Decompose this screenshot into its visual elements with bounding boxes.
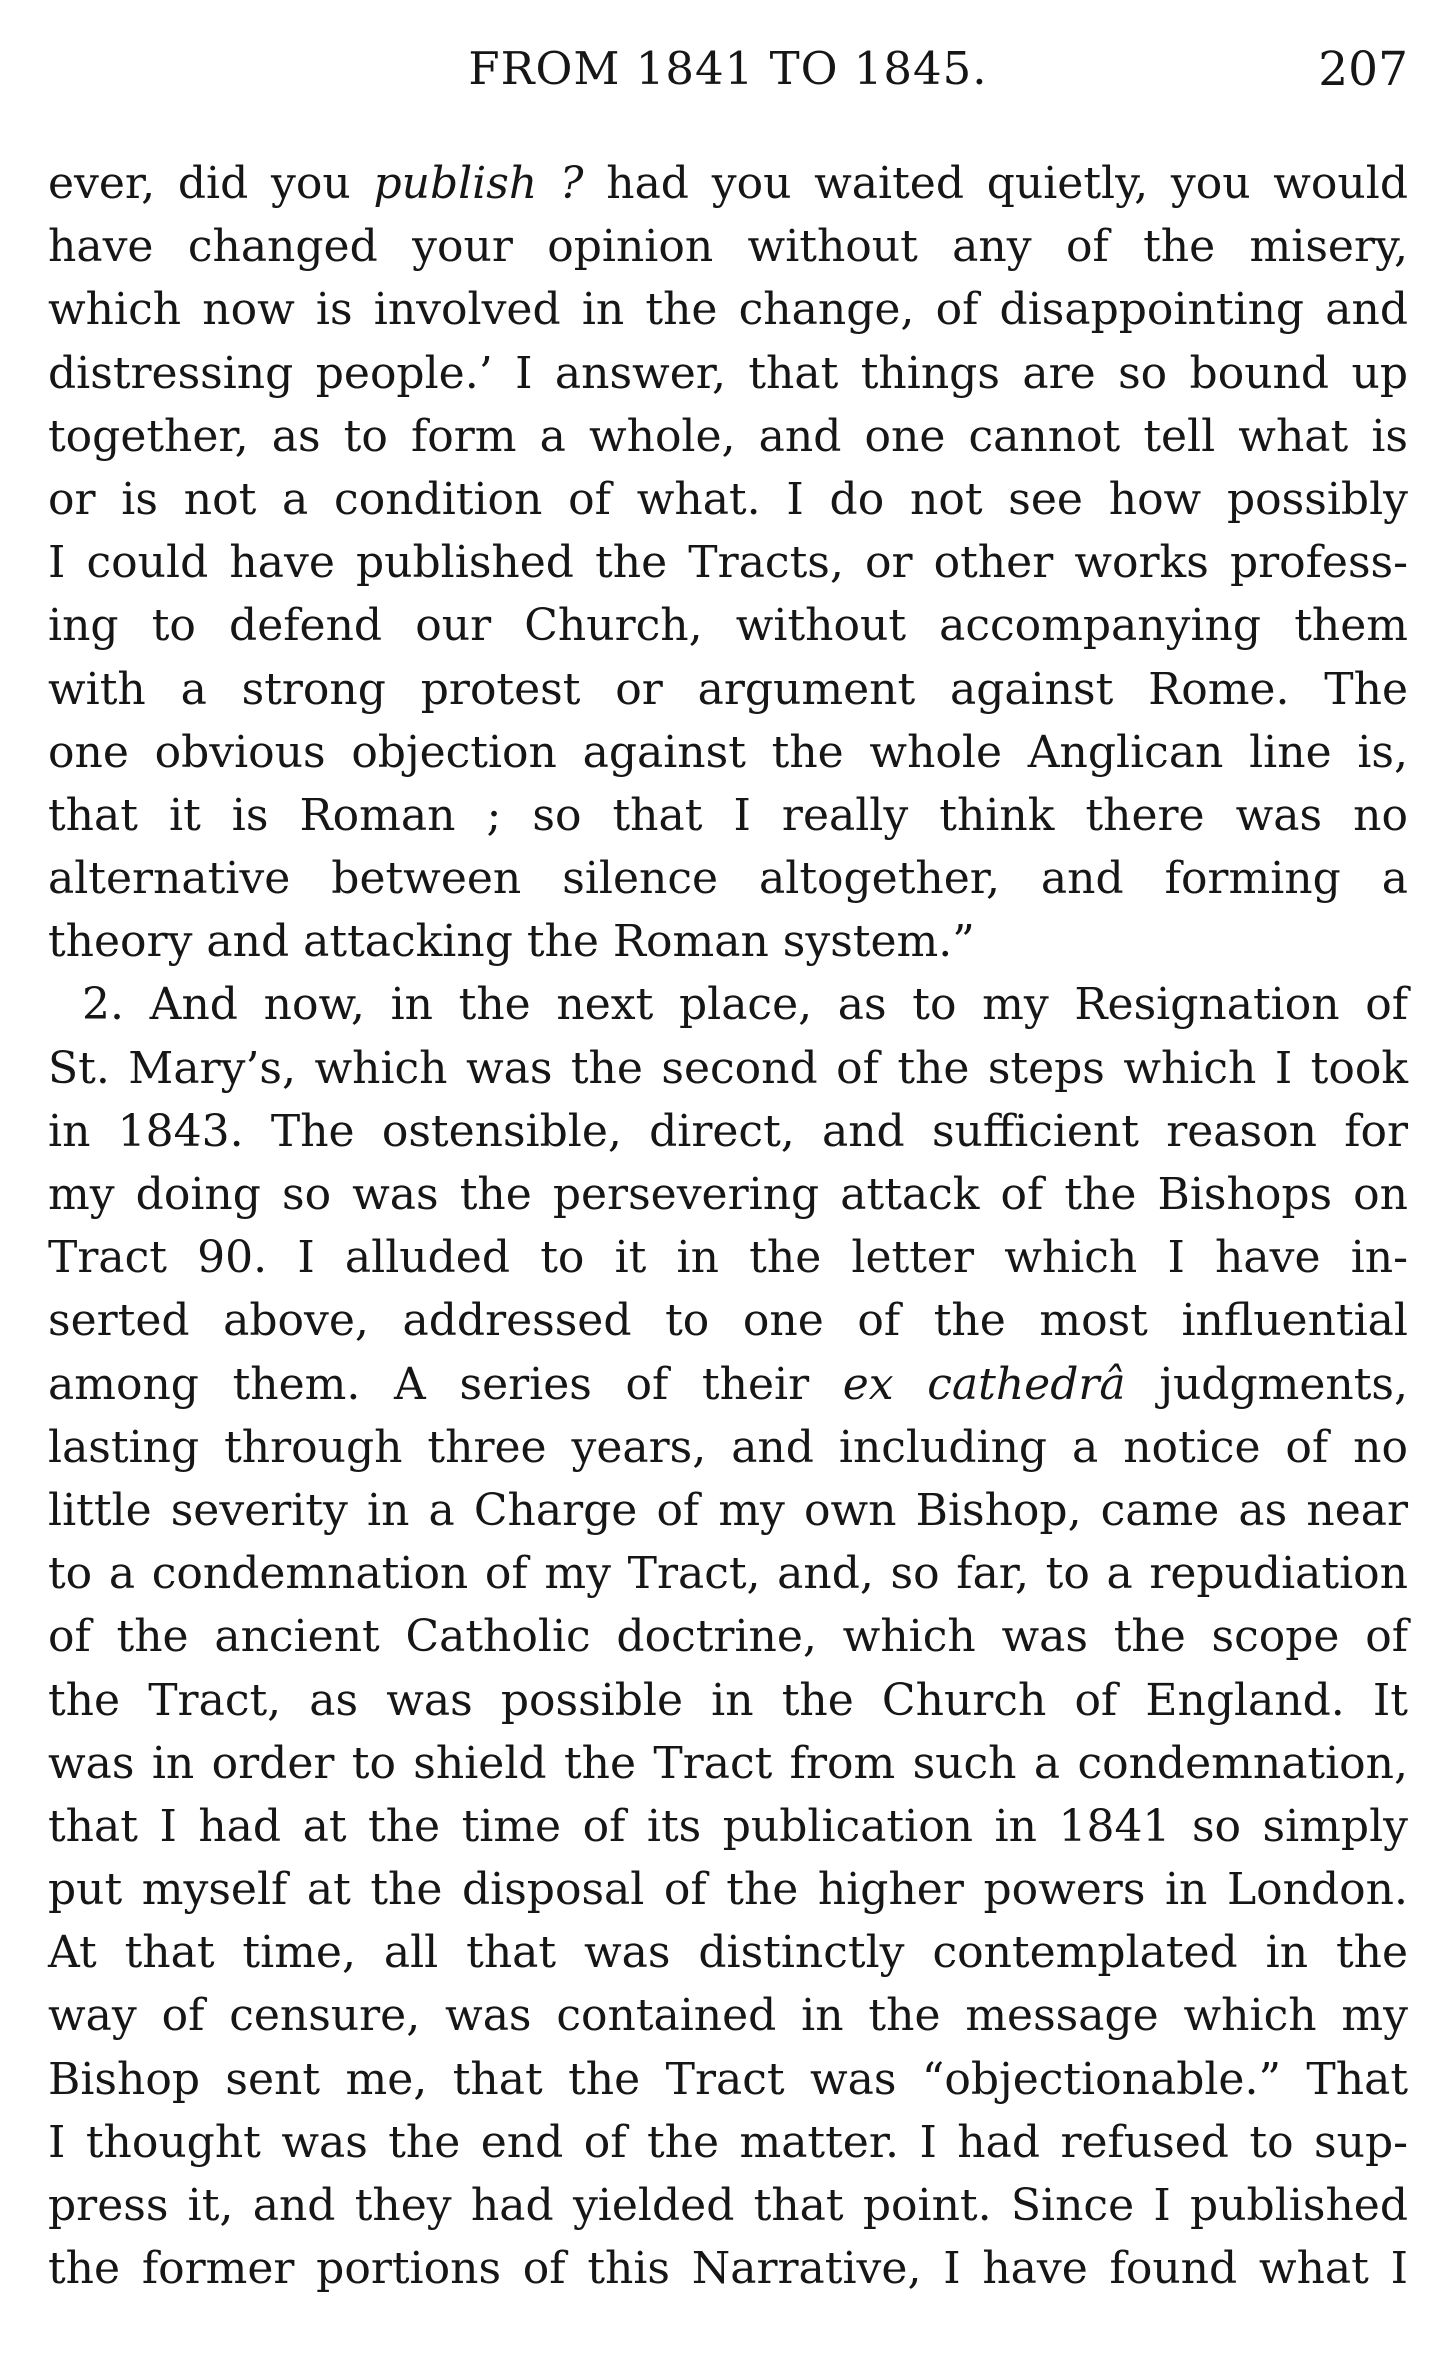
text-line: I could have published the Tracts, or other works profess-: [48, 537, 1408, 589]
text-line: which now is involved in the change, of disappointing and: [48, 284, 1408, 336]
text-line: to a condemnation of my Tract, and, so far, to a repudiation: [48, 1548, 1408, 1600]
text-line: the Tract, as was possible in the Church of England. It: [48, 1674, 1408, 1726]
text-line: in 1843. The ostensible, direct, and sufficient reason for: [48, 1105, 1408, 1157]
text-line: have changed your opinion without any of the misery,: [48, 221, 1408, 273]
page-header: [48, 42, 1408, 112]
text-line: the former portions of this Narrative, I have found what I: [48, 2243, 1408, 2295]
text-line: lasting through three years, and including a notice of no: [48, 1421, 1408, 1473]
page-number: 207: [1318, 42, 1408, 97]
text-line: alternative between silence altogether, and forming a: [48, 853, 1408, 905]
text-line: or is not a condition of what. I do not see how possibly: [48, 473, 1408, 525]
text-line: Tract 90. I alluded to it in the letter which I have in-: [48, 1232, 1408, 1284]
body-text: [48, 152, 1408, 2300]
running-head: FROM 1841 TO 1845.: [468, 42, 988, 95]
text-line: theory and attacking the Roman system.”: [48, 916, 975, 968]
text-line: ever, did you publish ? had you waited quietly, you would: [48, 158, 1408, 209]
text-line: of the ancient Catholic doctrine, which was the scope of: [48, 1611, 1408, 1663]
text-line: my doing so was the persevering attack of the Bishops on: [48, 1169, 1408, 1220]
text-line: among them. A series of their ex cathedrâ judgments,: [48, 1358, 1408, 1410]
text-line: ing to defend our Church, without accompanying them: [48, 600, 1408, 652]
text-line: that it is Roman ; so that I really think there was no: [48, 789, 1408, 841]
emphasis-publish: publish ?: [373, 158, 584, 209]
text-line: way of censure, was contained in the message which my: [48, 1990, 1408, 2042]
text-line: press it, and they had yielded that point. Since I published: [48, 2180, 1408, 2231]
text-line: with a strong protest or argument against Rome. The: [48, 663, 1408, 715]
text-line: St. Mary’s, which was the second of the steps which I took: [48, 1042, 1408, 1094]
text-line: that I had at the time of its publication in 1841 so simply: [48, 1800, 1408, 1852]
text-line: put myself at the disposal of the higher powers in London.: [48, 1864, 1408, 1916]
text-line: At that time, all that was distinctly contemplated in the: [48, 1927, 1408, 1979]
text-line: little severity in a Charge of my own Bishop, came as near: [48, 1484, 1408, 1536]
text-line: together, as to form a whole, and one cannot tell what is: [48, 410, 1408, 462]
text-line: serted above, addressed to one of the most influential: [48, 1295, 1408, 1347]
paragraph-start-line: 2. And now, in the next place, as to my Resignation of: [82, 979, 1408, 1031]
text-line: Bishop sent me, that the Tract was “objectionable.” That: [48, 2053, 1408, 2105]
text-line: was in order to shield the Tract from such a condemnation,: [48, 1737, 1408, 1789]
text-line: I thought was the end of the matter. I had refused to sup-: [48, 2116, 1408, 2168]
text-line: one obvious objection against the whole Anglican line is,: [48, 726, 1408, 778]
emphasis-ex-cathedra: ex cathedrâ: [842, 1358, 1126, 1410]
text-line: distressing people.’ I answer, that things are so bound up: [48, 347, 1408, 399]
